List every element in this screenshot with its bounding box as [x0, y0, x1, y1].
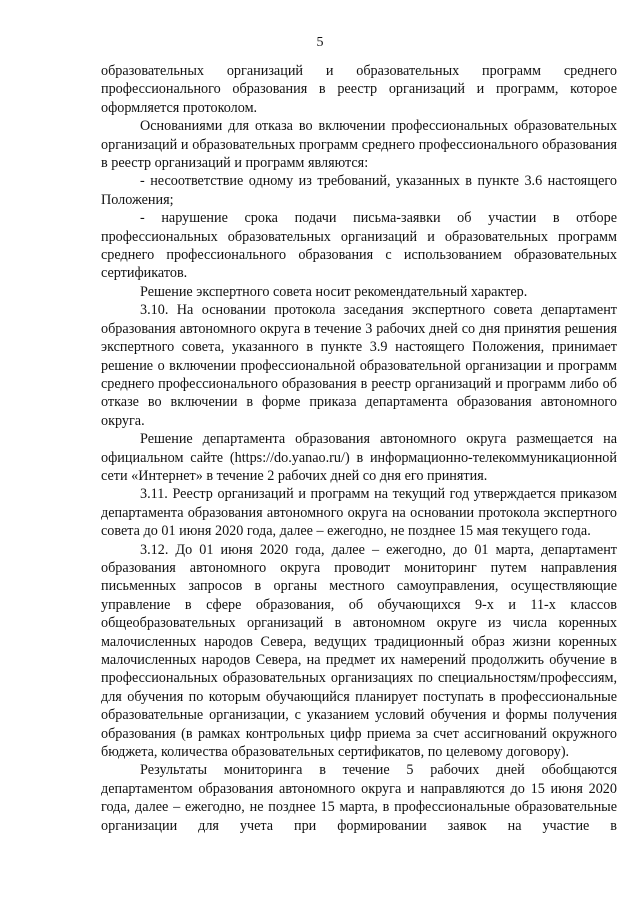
paragraph-clause-3-11: 3.11. Реестр организаций и программ на текущий год утверждается приказом департамента образования автономного округа на основании протокола экспертного совета до 01 июня 2020 года, далее – ежегодно, не позднее 15 мая текущего года. [101, 486, 617, 540]
paragraph-clause-3-10: 3.10. На основании протокола заседания экспертного совета департамент образования автономного округа в течение 3 рабочих дней со дня принятия решения экспертного совета, указанного в пункте 3.9 настоящего Положения, принимает решение о включении профессиональной образовательной организации и программ среднего профессионального образования в реестр организаций и программ либо об отказе во включении в форме приказа департамента образования автономного округа. [101, 302, 617, 429]
paragraph-advisory-decision: Решение экспертного совета носит рекомендательный характер. [140, 283, 528, 300]
paragraph-monitoring-results: Результаты мониторинга в течение 5 рабочих дней обобщаются департаментом образования автономного округа и направляются до 15 июня 2020 года, далее – ежегодно, не позднее 15 марта, в профессиональные образовательные организации для учета при формировании заявок на участие в [101, 762, 617, 834]
paragraph-refusal-grounds: Основаниями для отказа во включении профессиональных образовательных организаций и образовательных программ среднего профессионального образования в реестр организаций и программ являются: [101, 118, 617, 172]
paragraph-clause-3-12: 3.12. До 01 июня 2020 года, далее – ежегодно, до 01 марта, департамент образования автономного округа проводит мониторинг путем направления письменных запросов в органы местного самоуправления, осуществляющие управление в сфере образования, об обучающихся 9-х и 11-х классов общеобразовательных организаций в автономном округе из числа коренных малочисленных народов Севера, ведущих традиционный образ жизни коренных малочисленных народов Севера, на предмет их намерений продолжить обучение в профессиональных образовательных организациях по специальностям/профессиям, для обучения по которым обучающийся планирует поступать в профессиональные образовательные организации, с указанием условий обучения и формы получения образования (в рамках контрольных цифр приема за счет ассигнований окружного бюджета, количества образовательных сертификатов, по целевому договору). [101, 541, 617, 761]
page-number: 5 [316, 35, 324, 50]
paragraph-publication: Решение департамента образования автономного округа размещается на официальном сайте (https://do.yanao.ru/) в информационно-телекоммуникационной сети «Интернет» в течение 2 рабочих дней со дня его принятия. [101, 431, 617, 484]
list-item-deadline-violation: - нарушение срока подачи письма-заявки об участии в отборе профессиональных образовательных организаций и образовательных программ среднего профессионального образования с использованием образовательных сертификатов. [101, 210, 617, 282]
list-item-nonconformity: - несоответствие одному из требований, указанных в пункте 3.6 настоящего Положения; [101, 173, 617, 208]
paragraph-continuation: образовательных организаций и образовательных программ среднего профессионального образования в реестр организаций и программ, которое оформляется протоколом. [101, 63, 617, 116]
document-body [101, 62, 617, 835]
